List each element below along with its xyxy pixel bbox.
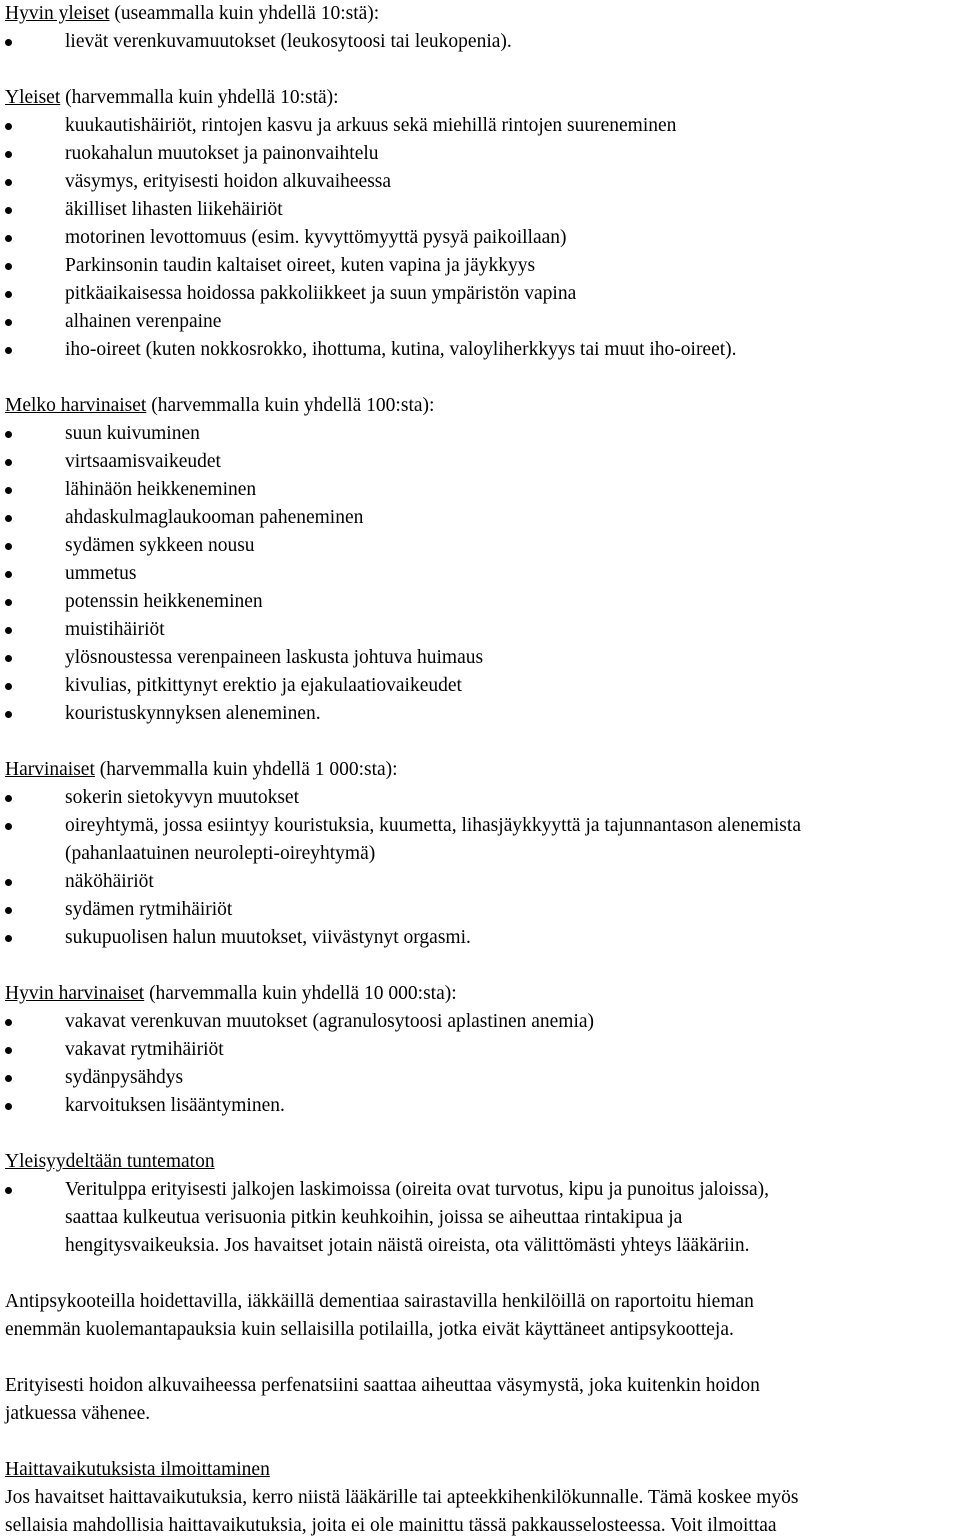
list-item: motorinen levottomuus (esim. kyvyttömyyttä pysyä paikoillaan) <box>5 224 960 252</box>
frequency-note: (harvemmalla kuin yhdellä 100:sta): <box>146 395 435 416</box>
list-item: Parkinsonin taudin kaltaiset oireet, kuten vapina ja jäykkyys <box>5 252 960 280</box>
paragraph-line: sellaisia mahdollisia haittavaikutuksia, joita ei ole mainittu tässä pakkausselosteessa. Voit ilmoittaa <box>5 1515 777 1536</box>
list-item-continuation: saattaa kulkeutua verisuonia pitkin keuhkoihin, joissa se aiheuttaa rintakipua ja <box>65 1207 683 1228</box>
section-heading: Haittavaikutuksista ilmoittaminen <box>5 1459 270 1480</box>
spacer <box>5 728 960 756</box>
section-very-rare-title <box>5 980 960 1008</box>
list-item: ylösnoustessa verenpaineen laskusta johtuva huimaus <box>5 644 960 672</box>
frequency-note: (harvemmalla kuin yhdellä 1 000:sta): <box>94 759 398 780</box>
list-item: Veritulppa erityisesti jalkojen laskimoissa (oireita ovat turvotus, kipu ja punoitus jaloissa), <box>5 1176 960 1204</box>
list-item: oireyhtymä, jossa esiintyy kouristuksia, kuumetta, lihasjäykkyyttä ja tajunnantason alenemista <box>5 812 960 840</box>
spacer <box>5 56 960 84</box>
list-item: sydämen rytmihäiriöt <box>5 896 960 924</box>
leaflet-page <box>5 0 960 1540</box>
list-item-continuation: (pahanlaatuinen neurolepti-oireyhtymä) <box>65 843 376 864</box>
list-item: ruokahalun muutokset ja painonvaihtelu <box>5 140 960 168</box>
section-common-title <box>5 84 960 112</box>
list-item: kivulias, pitkittynyt erektio ja ejakulaatiovaikeudet <box>5 672 960 700</box>
section-heading: Yleiset <box>5 87 61 108</box>
frequency-note: (useammalla kuin yhdellä 10:stä): <box>109 3 380 24</box>
paragraph-line: Jos havaitset haittavaikutuksia, kerro niistä lääkärille tai apteekkihenkilökunnalle. Tämä koskee myös <box>5 1487 799 1508</box>
list-item: virtsaamisvaikeudet <box>5 448 960 476</box>
paragraph-line: Antipsykooteilla hoidettavilla, iäkkäillä dementiaa sairastavilla henkilöillä on raportoitu hieman <box>5 1291 754 1312</box>
paragraph-line: jatkuessa vähenee. <box>5 1403 151 1424</box>
list-item: suun kuivuminen <box>5 420 960 448</box>
list-item: potenssin heikkeneminen <box>5 588 960 616</box>
section-heading: Yleisyydeltään tuntematon <box>5 1151 215 1172</box>
list-item: karvoituksen lisääntyminen. <box>5 1092 960 1120</box>
frequency-note: (harvemmalla kuin yhdellä 10:stä): <box>60 87 339 108</box>
list-item: ahdaskulmaglaukooman paheneminen <box>5 504 960 532</box>
list-item-continuation: hengitysvaikeuksia. Jos havaitset jotain näistä oireista, ota välittömästi yhteys lääkäriin. <box>65 1235 750 1256</box>
list-item: sokerin sietokyvyn muutokset <box>5 784 960 812</box>
spacer <box>5 1344 960 1372</box>
section-heading: Hyvin harvinaiset <box>5 983 145 1004</box>
spacer <box>5 364 960 392</box>
list-item: näköhäiriöt <box>5 868 960 896</box>
section-unknown-title <box>5 1148 960 1176</box>
list-item: sydämen sykkeen nousu <box>5 532 960 560</box>
section-rare-title <box>5 756 960 784</box>
list-item: kouristuskynnyksen aleneminen. <box>5 700 960 728</box>
list-item: kuukautishäiriöt, rintojen kasvu ja arkuus sekä miehillä rintojen suureneminen <box>5 112 960 140</box>
spacer <box>5 1120 960 1148</box>
spacer <box>5 952 960 980</box>
list-item: vakavat rytmihäiriöt <box>5 1036 960 1064</box>
section-reporting-title <box>5 1456 960 1484</box>
paragraph-line: Erityisesti hoidon alkuvaiheessa perfenatsiini saattaa aiheuttaa väsymystä, joka kuitenkin hoidon <box>5 1375 760 1396</box>
list-item: äkilliset lihasten liikehäiriöt <box>5 196 960 224</box>
section-heading: Melko harvinaiset <box>5 395 147 416</box>
section-uncommon-title <box>5 392 960 420</box>
list-item: muistihäiriöt <box>5 616 960 644</box>
section-very-common-title <box>5 0 960 28</box>
section-heading: Hyvin yleiset <box>5 3 110 24</box>
frequency-note: (harvemmalla kuin yhdellä 10 000:sta): <box>144 983 457 1004</box>
list-item: iho-oireet (kuten nokkosrokko, ihottuma, kutina, valoyliherkkyys tai muut iho-oireet). <box>5 336 960 364</box>
paragraph-line: enemmän kuolemantapauksia kuin sellaisilla potilailla, jotka eivät käyttäneet antipsykootteja. <box>5 1319 734 1340</box>
list-item: pitkäaikaisessa hoidossa pakkoliikkeet ja suun ympäristön vapina <box>5 280 960 308</box>
list-item: vakavat verenkuvan muutokset (agranulosytoosi aplastinen anemia) <box>5 1008 960 1036</box>
list-item: lievät verenkuvamuutokset (leukosytoosi tai leukopenia). <box>5 28 960 56</box>
section-heading: Harvinaiset <box>5 759 95 780</box>
spacer <box>5 1428 960 1456</box>
list-item: väsymys, erityisesti hoidon alkuvaiheessa <box>5 168 960 196</box>
list-item: ummetus <box>5 560 960 588</box>
list-item: lähinäön heikkeneminen <box>5 476 960 504</box>
list-item: sukupuolisen halun muutokset, viivästynyt orgasmi. <box>5 924 960 952</box>
spacer <box>5 1260 960 1288</box>
list-item: sydänpysähdys <box>5 1064 960 1092</box>
list-item: alhainen verenpaine <box>5 308 960 336</box>
